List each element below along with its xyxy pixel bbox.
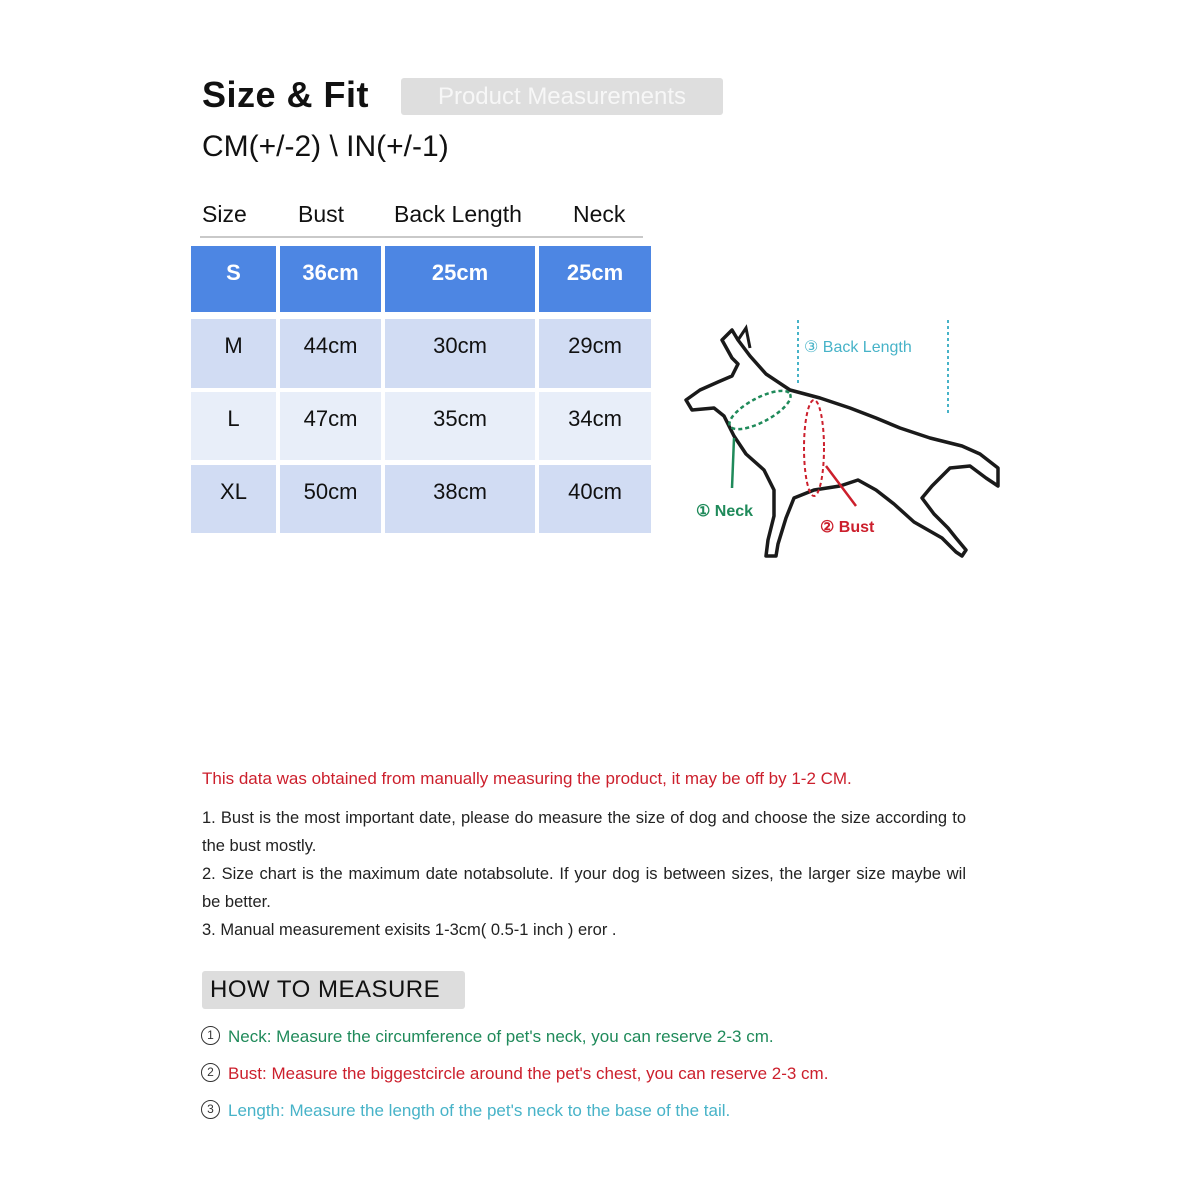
dog-measurement-diagram: [680, 318, 1010, 568]
how-to-item-length: [201, 1099, 730, 1123]
table-cell: 47cm: [280, 392, 381, 460]
number-circle: 2: [201, 1063, 220, 1082]
table-cell: XL: [191, 465, 276, 533]
table-cell: 38cm: [385, 465, 535, 533]
table-cell: 30cm: [385, 319, 535, 388]
note-item-3: 3. Manual measurement exisits 1-3cm( 0.5-1 inch ) eror .: [202, 921, 617, 939]
neck-pointer: [732, 438, 734, 488]
number-circle: 1: [201, 1026, 220, 1045]
table-cell: 36cm: [280, 246, 381, 312]
how-to-item-neck: [201, 1025, 774, 1049]
how-to-measure-title: HOW TO MEASURE: [202, 971, 465, 1009]
column-header-back-length: Back Length: [394, 201, 522, 227]
bust-ring: [804, 400, 824, 496]
table-cell: 25cm: [539, 246, 651, 312]
column-header-size: Size: [202, 201, 247, 227]
note-item-2: 2. Size chart is the maximum date notabsolute. If your dog is between sizes, the larger size maybe wil be better.: [202, 865, 966, 911]
how-to-text: Bust: Measure the biggestcircle around the pet's chest, you can reserve 2-3 cm.: [228, 1064, 829, 1083]
bust-label: ② Bust: [820, 519, 875, 536]
how-to-text: Length: Measure the length of the pet's neck to the base of the tail.: [228, 1101, 731, 1120]
table-cell: M: [191, 319, 276, 388]
note-item-1: 1. Bust is the most important date, please do measure the size of dog and choose the size according to the bust mostly.: [202, 809, 966, 855]
table-cell: 35cm: [385, 392, 535, 460]
page-title: Size & Fit: [202, 74, 370, 115]
back-length-label: ③ Back Length: [804, 339, 912, 356]
product-measurements-badge: Product Measurements: [401, 78, 723, 115]
table-cell: 29cm: [539, 319, 651, 388]
measurement-warning: This data was obtained from manually measuring the product, it may be off by 1-2 CM.: [202, 769, 852, 788]
table-cell: 40cm: [539, 465, 651, 533]
table-cell: 50cm: [280, 465, 381, 533]
table-cell: 44cm: [280, 319, 381, 388]
how-to-text: Neck: Measure the circumference of pet's neck, you can reserve 2-3 cm.: [228, 1027, 774, 1046]
neck-label: ① Neck: [696, 503, 754, 520]
table-cell: L: [191, 392, 276, 460]
table-cell: 34cm: [539, 392, 651, 460]
number-circle: 3: [201, 1100, 220, 1119]
header-divider: [200, 236, 643, 238]
column-header-bust: Bust: [298, 201, 345, 227]
column-header-neck: Neck: [573, 201, 626, 227]
table-cell: S: [191, 246, 276, 312]
neck-ring: [724, 383, 795, 436]
table-cell: 25cm: [385, 246, 535, 312]
how-to-item-bust: [201, 1062, 828, 1086]
units-label: CM(+/-2) \ IN(+/-1): [202, 130, 449, 163]
